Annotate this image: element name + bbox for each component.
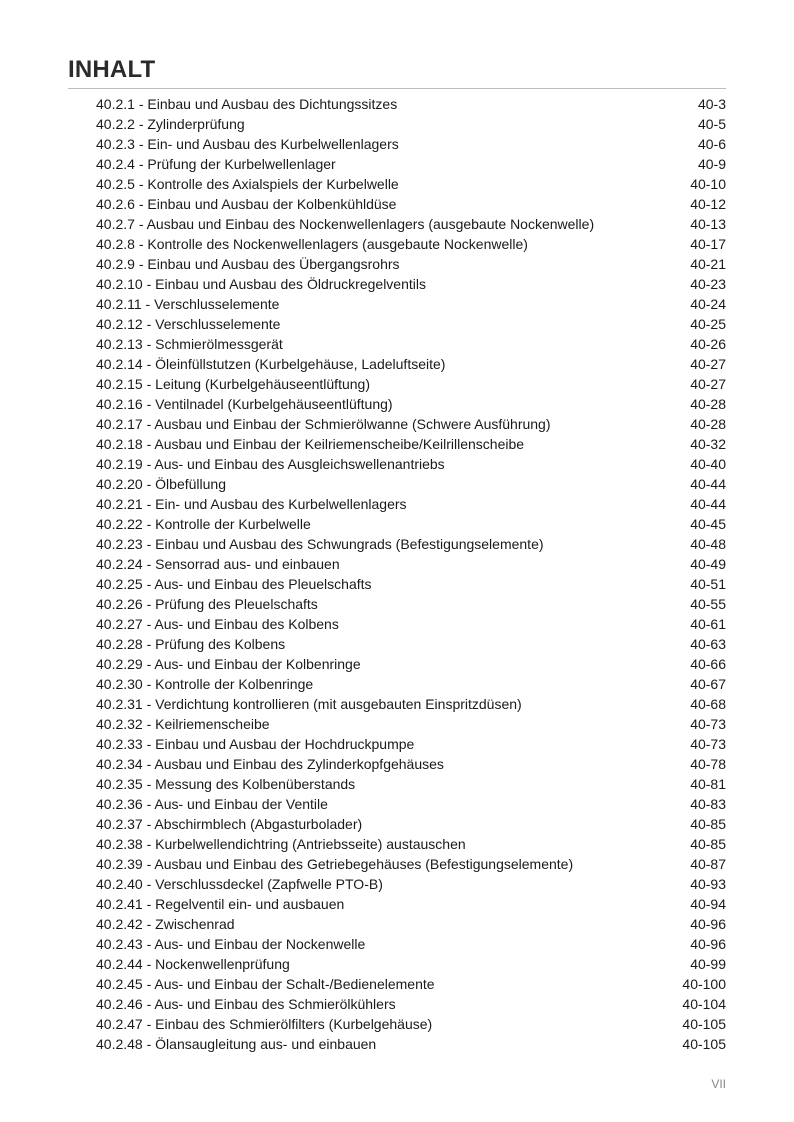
toc-entry-page: 40-40 [690,456,726,472]
toc-entry-title: 40.2.47 - Einbau des Schmierölfilters (Kurbelgehäuse) [96,1016,433,1032]
toc-entry-page: 40-26 [690,336,726,352]
toc-entry[interactable] [96,854,726,874]
table-of-contents [96,94,726,1054]
toc-entry-title: 40.2.4 - Prüfung der Kurbelwellenlager [96,156,336,172]
toc-entry-page: 40-45 [690,516,726,532]
toc-entry-page: 40-49 [690,556,726,572]
toc-entry-title: 40.2.35 - Messung des Kolbenüberstands [96,776,356,792]
toc-entry-page: 40-12 [690,196,726,212]
toc-entry-title: 40.2.48 - Ölansaugleitung aus- und einbauen [96,1036,377,1052]
toc-entry-page: 40-67 [690,676,726,692]
toc-entry-page: 40-6 [697,136,726,152]
toc-entry-title: 40.2.18 - Ausbau und Einbau der Keilriemenscheibe/Keilrillenscheibe [96,436,525,452]
toc-entry-title: 40.2.9 - Einbau und Ausbau des Übergangsrohrs [96,256,400,272]
toc-entry-title: 40.2.30 - Kontrolle der Kolbenringe [96,676,314,692]
toc-entry-page: 40-25 [690,316,726,332]
toc-entry-title: 40.2.23 - Einbau und Ausbau des Schwungrads (Befestigungselemente) [96,536,544,552]
toc-entry-page: 40-104 [682,996,726,1012]
toc-entry[interactable] [96,314,726,334]
toc-entry[interactable] [96,634,726,654]
toc-entry-title: 40.2.34 - Ausbau und Einbau des Zylinderkopfgehäuses [96,756,444,772]
toc-entry-title: 40.2.15 - Leitung (Kurbelgehäuseentlüftung) [96,376,370,392]
toc-entry-title: 40.2.1 - Einbau und Ausbau des Dichtungssitzes [96,96,398,112]
toc-entry[interactable] [96,254,726,274]
toc-entry[interactable] [96,234,726,254]
toc-entry-page: 40-105 [682,1036,726,1052]
toc-entry-title: 40.2.13 - Schmierölmessgerät [96,336,283,352]
toc-entry-title: 40.2.2 - Zylinderprüfung [96,116,245,132]
toc-entry-page: 40-55 [690,596,726,612]
toc-entry-page: 40-44 [690,476,726,492]
page-title: INHALT [68,56,156,83]
toc-entry-page: 40-68 [690,696,726,712]
toc-entry-page: 40-78 [690,756,726,772]
toc-entry[interactable] [96,714,726,734]
toc-entry-page: 40-27 [690,376,726,392]
toc-entry-title: 40.2.37 - Abschirmblech (Abgasturbolader) [96,816,363,832]
toc-entry-title: 40.2.36 - Aus- und Einbau der Ventile [96,796,328,812]
toc-entry[interactable] [96,434,726,454]
toc-entry-title: 40.2.38 - Kurbelwellendichtring (Antriebsseite) austauschen [96,836,466,852]
toc-entry-title: 40.2.12 - Verschlusselemente [96,316,281,332]
toc-entry-page: 40-96 [690,936,726,952]
toc-entry-title: 40.2.44 - Nockenwellenprüfung [96,956,290,972]
toc-entry[interactable] [96,494,726,514]
toc-entry-title: 40.2.14 - Öleinfüllstutzen (Kurbelgehäuse, Ladeluftseite) [96,356,446,372]
toc-entry-page: 40-85 [690,816,726,832]
page-number: VII [711,1077,726,1091]
toc-entry[interactable] [96,194,726,214]
toc-entry-page: 40-13 [690,216,726,232]
toc-entry[interactable] [96,174,726,194]
toc-entry-title: 40.2.32 - Keilriemenscheibe [96,716,270,732]
toc-entry-title: 40.2.29 - Aus- und Einbau der Kolbenringe [96,656,361,672]
toc-entry[interactable] [96,734,726,754]
toc-entry-page: 40-28 [690,416,726,432]
toc-entry[interactable] [96,614,726,634]
toc-entry[interactable] [96,934,726,954]
toc-entry[interactable] [96,354,726,374]
toc-entry[interactable] [96,134,726,154]
toc-entry[interactable] [96,294,726,314]
toc-entry-page: 40-63 [690,636,726,652]
toc-entry-title: 40.2.40 - Verschlussdeckel (Zapfwelle PTO-B) [96,876,383,892]
toc-entry-page: 40-66 [690,656,726,672]
toc-entry-title: 40.2.11 - Verschlusselemente [96,296,280,312]
toc-entry-title: 40.2.17 - Ausbau und Einbau der Schmierölwanne (Schwere Ausführung) [96,416,551,432]
toc-entry-page: 40-61 [690,616,726,632]
toc-entry-page: 40-17 [690,236,726,252]
toc-entry-title: 40.2.41 - Regelventil ein- und ausbauen [96,896,345,912]
toc-entry[interactable] [96,94,726,114]
toc-entry[interactable] [96,954,726,974]
toc-entry-title: 40.2.24 - Sensorrad aus- und einbauen [96,556,340,572]
toc-entry[interactable] [96,274,726,294]
toc-entry-page: 40-21 [690,256,726,272]
toc-entry[interactable] [96,1034,726,1054]
toc-entry-title: 40.2.10 - Einbau und Ausbau des Öldruckregelventils [96,276,426,292]
toc-entry-title: 40.2.5 - Kontrolle des Axialspiels der Kurbelwelle [96,176,399,192]
toc-entry[interactable] [96,334,726,354]
toc-entry-page: 40-105 [682,1016,726,1032]
title-divider [68,88,726,89]
toc-entry[interactable] [96,114,726,134]
toc-entry-title: 40.2.33 - Einbau und Ausbau der Hochdruckpumpe [96,736,415,752]
toc-entry-page: 40-87 [690,856,726,872]
toc-entry-title: 40.2.31 - Verdichtung kontrollieren (mit ausgebauten Einspritzdüsen) [96,696,522,712]
toc-entry-page: 40-3 [697,96,726,112]
toc-entry-title: 40.2.19 - Aus- und Einbau des Ausgleichswellenantriebs [96,456,445,472]
toc-entry[interactable] [96,834,726,854]
toc-entry[interactable] [96,914,726,934]
toc-entry-page: 40-28 [690,396,726,412]
toc-entry[interactable] [96,554,726,574]
toc-entry-title: 40.2.39 - Ausbau und Einbau des Getriebegehäuses (Befestigungselemente) [96,856,574,872]
toc-entry[interactable] [96,814,726,834]
toc-entry-title: 40.2.27 - Aus- und Einbau des Kolbens [96,616,339,632]
toc-entry[interactable] [96,674,726,694]
toc-entry-title: 40.2.7 - Ausbau und Einbau des Nockenwellenlagers (ausgebaute Nockenwelle) [96,216,595,232]
toc-entry[interactable] [96,534,726,554]
toc-entry-title: 40.2.6 - Einbau und Ausbau der Kolbenkühldüse [96,196,397,212]
toc-entry-page: 40-81 [690,776,726,792]
toc-entry-page: 40-96 [690,916,726,932]
toc-entry-page: 40-10 [690,176,726,192]
toc-entry-title: 40.2.8 - Kontrolle des Nockenwellenlagers (ausgebaute Nockenwelle) [96,236,528,252]
toc-entry[interactable] [96,654,726,674]
toc-entry-page: 40-85 [690,836,726,852]
toc-entry-page: 40-83 [690,796,726,812]
toc-entry[interactable] [96,694,726,714]
toc-entry-page: 40-93 [690,876,726,892]
toc-entry-title: 40.2.45 - Aus- und Einbau der Schalt-/Bedienelemente [96,976,435,992]
toc-entry-title: 40.2.42 - Zwischenrad [96,916,235,932]
toc-entry-page: 40-32 [690,436,726,452]
toc-entry-title: 40.2.28 - Prüfung des Kolbens [96,636,286,652]
toc-entry[interactable] [96,894,726,914]
toc-entry[interactable] [96,454,726,474]
toc-entry[interactable] [96,974,726,994]
toc-entry-page: 40-73 [690,736,726,752]
toc-entry[interactable] [96,594,726,614]
toc-entry-title: 40.2.3 - Ein- und Ausbau des Kurbelwellenlagers [96,136,399,152]
toc-entry-title: 40.2.26 - Prüfung des Pleuelschafts [96,596,318,612]
toc-entry[interactable] [96,414,726,434]
toc-entry-title: 40.2.22 - Kontrolle der Kurbelwelle [96,516,311,532]
toc-entry[interactable] [96,214,726,234]
toc-entry[interactable] [96,774,726,794]
toc-entry-page: 40-44 [690,496,726,512]
toc-entry-title: 40.2.25 - Aus- und Einbau des Pleuelschafts [96,576,372,592]
toc-entry-page: 40-99 [690,956,726,972]
toc-entry[interactable] [96,474,726,494]
toc-entry[interactable] [96,154,726,174]
toc-entry-page: 40-23 [690,276,726,292]
toc-entry-page: 40-100 [682,976,726,992]
toc-entry-title: 40.2.16 - Ventilnadel (Kurbelgehäuseentlüftung) [96,396,393,412]
toc-entry-page: 40-24 [690,296,726,312]
toc-entry[interactable] [96,754,726,774]
toc-entry[interactable] [96,874,726,894]
toc-entry-page: 40-9 [697,156,726,172]
toc-entry-page: 40-27 [690,356,726,372]
toc-entry-title: 40.2.46 - Aus- und Einbau des Schmierölkühlers [96,996,396,1012]
toc-entry-title: 40.2.20 - Ölbefüllung [96,476,226,492]
toc-entry-page: 40-51 [690,576,726,592]
toc-entry-title: 40.2.21 - Ein- und Ausbau des Kurbelwellenlagers [96,496,407,512]
toc-entry[interactable] [96,514,726,534]
toc-entry[interactable] [96,794,726,814]
toc-entry-page: 40-73 [690,716,726,732]
toc-entry-page: 40-94 [690,896,726,912]
toc-entry[interactable] [96,394,726,414]
toc-entry[interactable] [96,1014,726,1034]
toc-entry[interactable] [96,374,726,394]
toc-entry-page: 40-5 [697,116,726,132]
toc-entry-title: 40.2.43 - Aus- und Einbau der Nockenwelle [96,936,366,952]
toc-entry[interactable] [96,994,726,1014]
toc-entry-page: 40-48 [690,536,726,552]
toc-entry[interactable] [96,574,726,594]
